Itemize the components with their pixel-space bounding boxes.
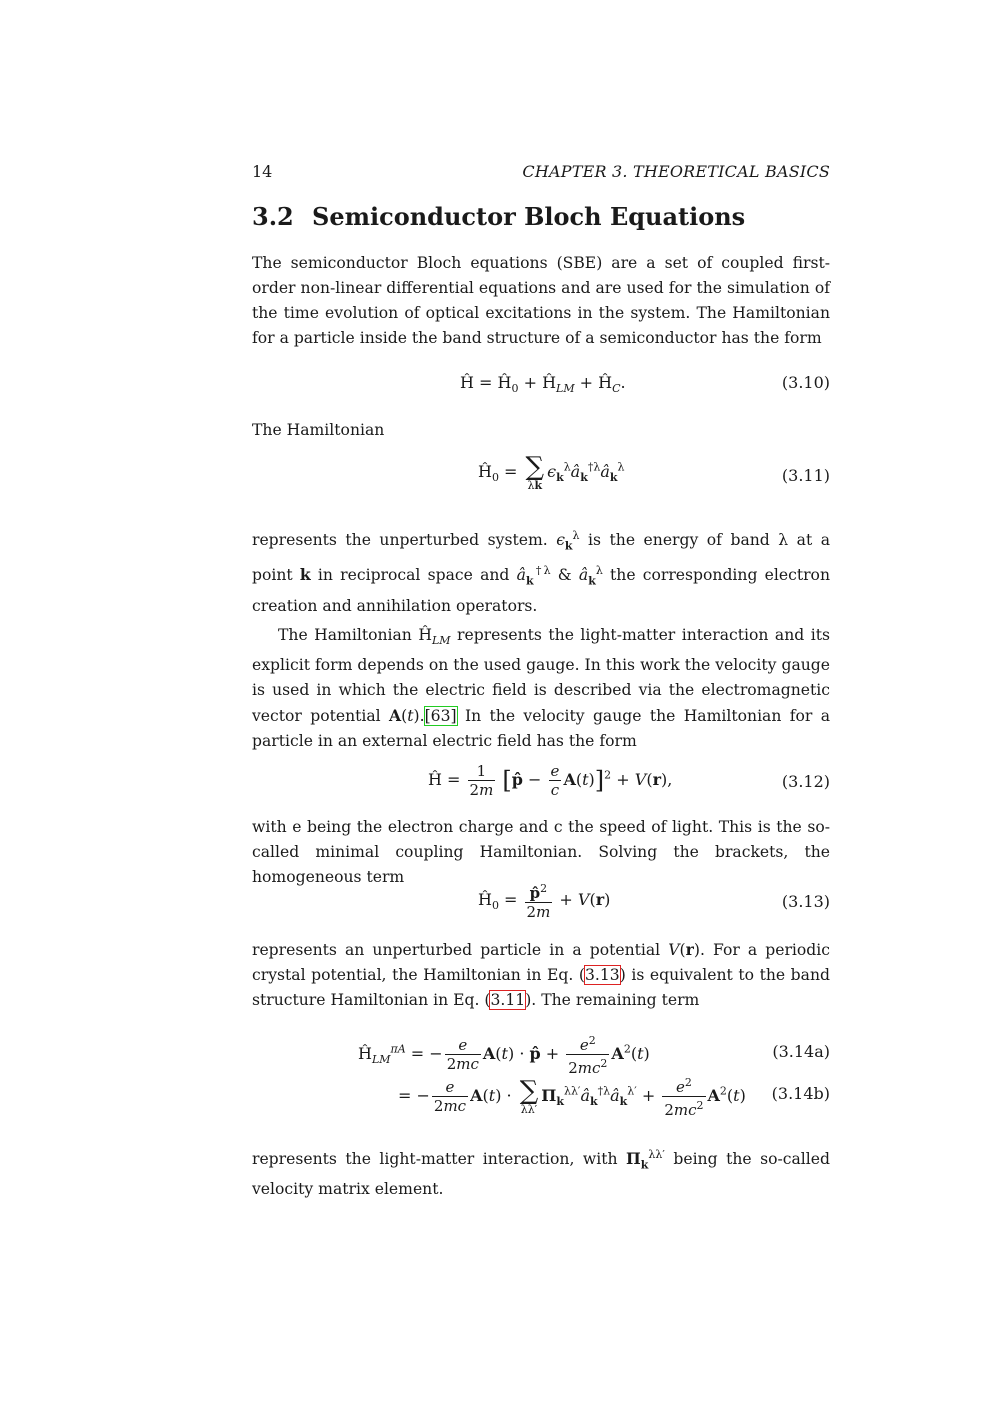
equation-3-10	[252, 373, 830, 397]
paragraph-unperturbed: represents the unperturbed system. $\epsilon_k^\lambda$ is the energy of band λ at a point k in reciprocal space and $â_k^{\dagger\lambda}$ & $â_k^\lambda$ the corresponding electron creation and annihilation operators.	[252, 529, 830, 615]
equation-3-13	[252, 878, 830, 924]
equation-3-14b	[252, 1074, 830, 1124]
page-number: 14	[252, 162, 273, 181]
equation-ref-link[interactable]: 3.11	[490, 991, 526, 1009]
equation-number: (3.14a)	[772, 1042, 830, 1061]
equation-3-14a	[252, 1032, 830, 1077]
equation-body: $Ĥ_0$ = ∑ λk $\epsilon_k^\lambda â_k^{\dagger\lambda}â_k^\lambda$	[478, 452, 625, 492]
paragraph-potential: represents an unperturbed particle in a potential V(r). For a periodic crystal potential, the Hamiltonian in Eq. (3.13) is equivalent to the band structure Hamiltonian in Eq. (3.11). The remaining term	[252, 940, 831, 1009]
equation-body: = − $\frac{e}{2mc}$ A(t) · ∑ λλ′ $\Pi_k^{\lambda\lambda'}â_k^{\dagger\lambda}â_k^{\lambda'}$ + $\frac{e^2}{2mc^2}$ $A^2(t)$	[398, 1076, 746, 1119]
equation-body: $Ĥ_{LM}^{\pi A}$ = − $\frac{e}{2mc}$ A(t) · p̂ + $\frac{e^2}{2mc^2}$ $A^2(t)$	[358, 1034, 650, 1077]
equation-body: Ĥ = $\frac{1}{2m}$ [p̂ − $\frac{e}{c}$ A(t)]$^2$ + V(r),	[428, 762, 673, 799]
paragraph-intro: The semiconductor Bloch equations (SBE) are a set of coupled first-order non-linear differential equations and are used for the simulation of the time evolution of optical excitations in the system. The Hamiltonian for a particle inside the band structure of a semiconductor has the form	[252, 254, 830, 347]
citation-link[interactable]: [63]	[424, 707, 457, 726]
equation-3-11	[252, 454, 830, 504]
paragraph-velocity-matrix: represents the light-matter interaction, with $\Pi_k^{\lambda\lambda'}$ being the so-called velocity matrix element.	[252, 1148, 830, 1199]
equation-body: Ĥ = $Ĥ_0$ + $Ĥ_{LM}$ + $Ĥ_C$.	[460, 373, 626, 396]
equation-ref-link[interactable]: 3.13	[584, 966, 620, 984]
equation-number: (3.10)	[781, 373, 830, 392]
equation-number: (3.11)	[781, 466, 830, 485]
section-title: Semiconductor Bloch Equations	[312, 202, 746, 231]
equation-body: $Ĥ_0$ = $\frac{p̂^2}{2m}$ + V(r)	[478, 882, 611, 921]
paragraph-minimal-coupling: with e being the electron charge and c the speed of light. This is the so-called minimal coupling Hamiltonian. Solving the brackets, the homogeneous term	[252, 818, 830, 886]
paragraph-light-matter: The Hamiltonian $Ĥ_{LM}$ represents the light-matter interaction and its explicit form depends on the used gauge. In this work the velocity gauge is used in which the electric field is described via the electromagnetic vector potential A(t).[63] In the velocity gauge the Hamiltonian for a particle in an external electric field has the form	[252, 626, 830, 751]
section-number: 3.2	[252, 202, 294, 231]
paragraph-hamiltonian: The Hamiltonian	[252, 421, 385, 439]
equation-number: (3.14b)	[771, 1084, 830, 1103]
equation-3-12	[252, 762, 830, 806]
chapter-title: CHAPTER 3. THEORETICAL BASICS	[522, 162, 830, 181]
equation-number: (3.12)	[781, 772, 830, 791]
equation-number: (3.13)	[781, 892, 830, 911]
section-heading	[252, 202, 745, 231]
